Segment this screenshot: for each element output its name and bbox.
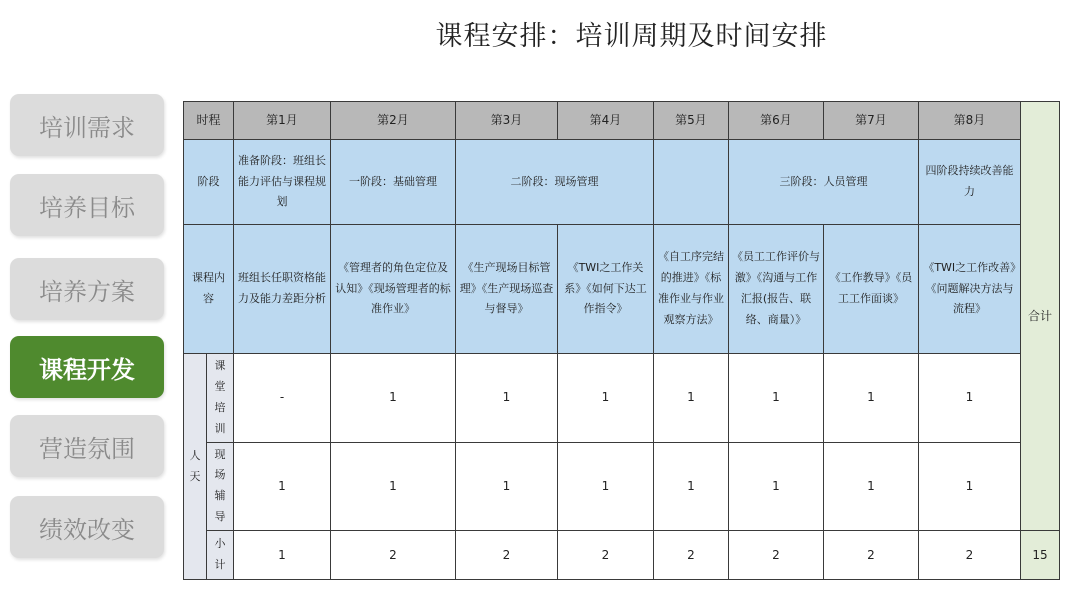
course-cell: 《TWI之工作关系》《如何下达工作指令》 [558,225,654,354]
month-header: 第4月 [558,102,654,140]
personday-label: 人天 [184,354,207,580]
row-label: 现场辅导 [207,442,234,531]
value-cell: 1 [331,354,456,443]
stage-row [184,140,1060,225]
total-header: 合计 [1021,102,1060,531]
value-cell: - [234,354,331,443]
subtotal-row [184,531,1060,580]
month-header: 第3月 [456,102,558,140]
course-cell: 《管理者的角色定位及认知》《现场管理者的标准作业》 [331,225,456,354]
value-cell: 1 [654,442,729,531]
value-cell: 1 [234,442,331,531]
corner-cell: 时程 [184,102,234,140]
month-header: 第2月 [331,102,456,140]
classroom-row [184,354,1060,443]
month-header: 第6月 [729,102,824,140]
nav-item-performance-change[interactable]: 绩效改变 [10,496,164,558]
nav-item-training-goals[interactable]: 培养目标 [10,174,164,236]
value-cell: 1 [558,354,654,443]
course-cell: 《生产现场目标管理》《生产现场巡查与督导》 [456,225,558,354]
stage-cell: 一阶段：基础管理 [331,140,456,225]
course-label: 课程内容 [184,225,234,354]
value-cell: 2 [729,531,824,580]
value-cell: 1 [234,531,331,580]
value-cell: 1 [824,354,919,443]
stage-label: 阶段 [184,140,234,225]
value-cell: 1 [331,442,456,531]
value-cell: 1 [729,442,824,531]
value-cell: 2 [919,531,1021,580]
page-title: 课程安排：培训周期及时间安排 [435,21,828,52]
value-cell: 2 [824,531,919,580]
value-cell: 1 [456,354,558,443]
value-cell: 1 [919,354,1021,443]
month-header: 第5月 [654,102,729,140]
row-label: 小计 [207,531,234,580]
schedule-table [183,101,1060,580]
value-cell: 2 [456,531,558,580]
course-cell: 《TWI之工作改善》《问题解决方法与流程》 [919,225,1021,354]
month-header: 第7月 [824,102,919,140]
field-row [184,442,1060,531]
value-cell: 1 [456,442,558,531]
course-cell: 《自工序完结的推进》《标准作业与作业观察方法》 [654,225,729,354]
stage-cell: 三阶段：人员管理 [729,140,919,225]
month-header: 第1月 [234,102,331,140]
stage-cell: 准备阶段：班组长能力评估与课程规划 [234,140,331,225]
course-cell: 《工作教导》《员工工作面谈》 [824,225,919,354]
value-cell: 2 [331,531,456,580]
total-value: 15 [1021,531,1060,580]
course-cell: 班组长任职资格能力及能力差距分析 [234,225,331,354]
nav-item-training-needs[interactable]: 培训需求 [10,94,164,156]
value-cell: 2 [654,531,729,580]
stage-cell: 四阶段持续改善能力 [919,140,1021,225]
value-cell: 2 [558,531,654,580]
stage-cell [654,140,729,225]
value-cell: 1 [558,442,654,531]
value-cell: 1 [919,442,1021,531]
nav-item-atmosphere[interactable]: 营造氛围 [10,415,164,477]
value-cell: 1 [654,354,729,443]
value-cell: 1 [824,442,919,531]
stage-cell: 二阶段：现场管理 [456,140,654,225]
course-cell: 《员工工作评价与激》《沟通与工作汇报(报告、联络、商量）》 [729,225,824,354]
course-row [184,225,1060,354]
value-cell: 1 [729,354,824,443]
nav-item-training-plan[interactable]: 培养方案 [10,258,164,320]
month-header: 第8月 [919,102,1021,140]
header-row [184,102,1060,140]
row-label: 课堂培训 [207,354,234,443]
nav-item-course-development[interactable]: 课程开发 [10,336,164,398]
